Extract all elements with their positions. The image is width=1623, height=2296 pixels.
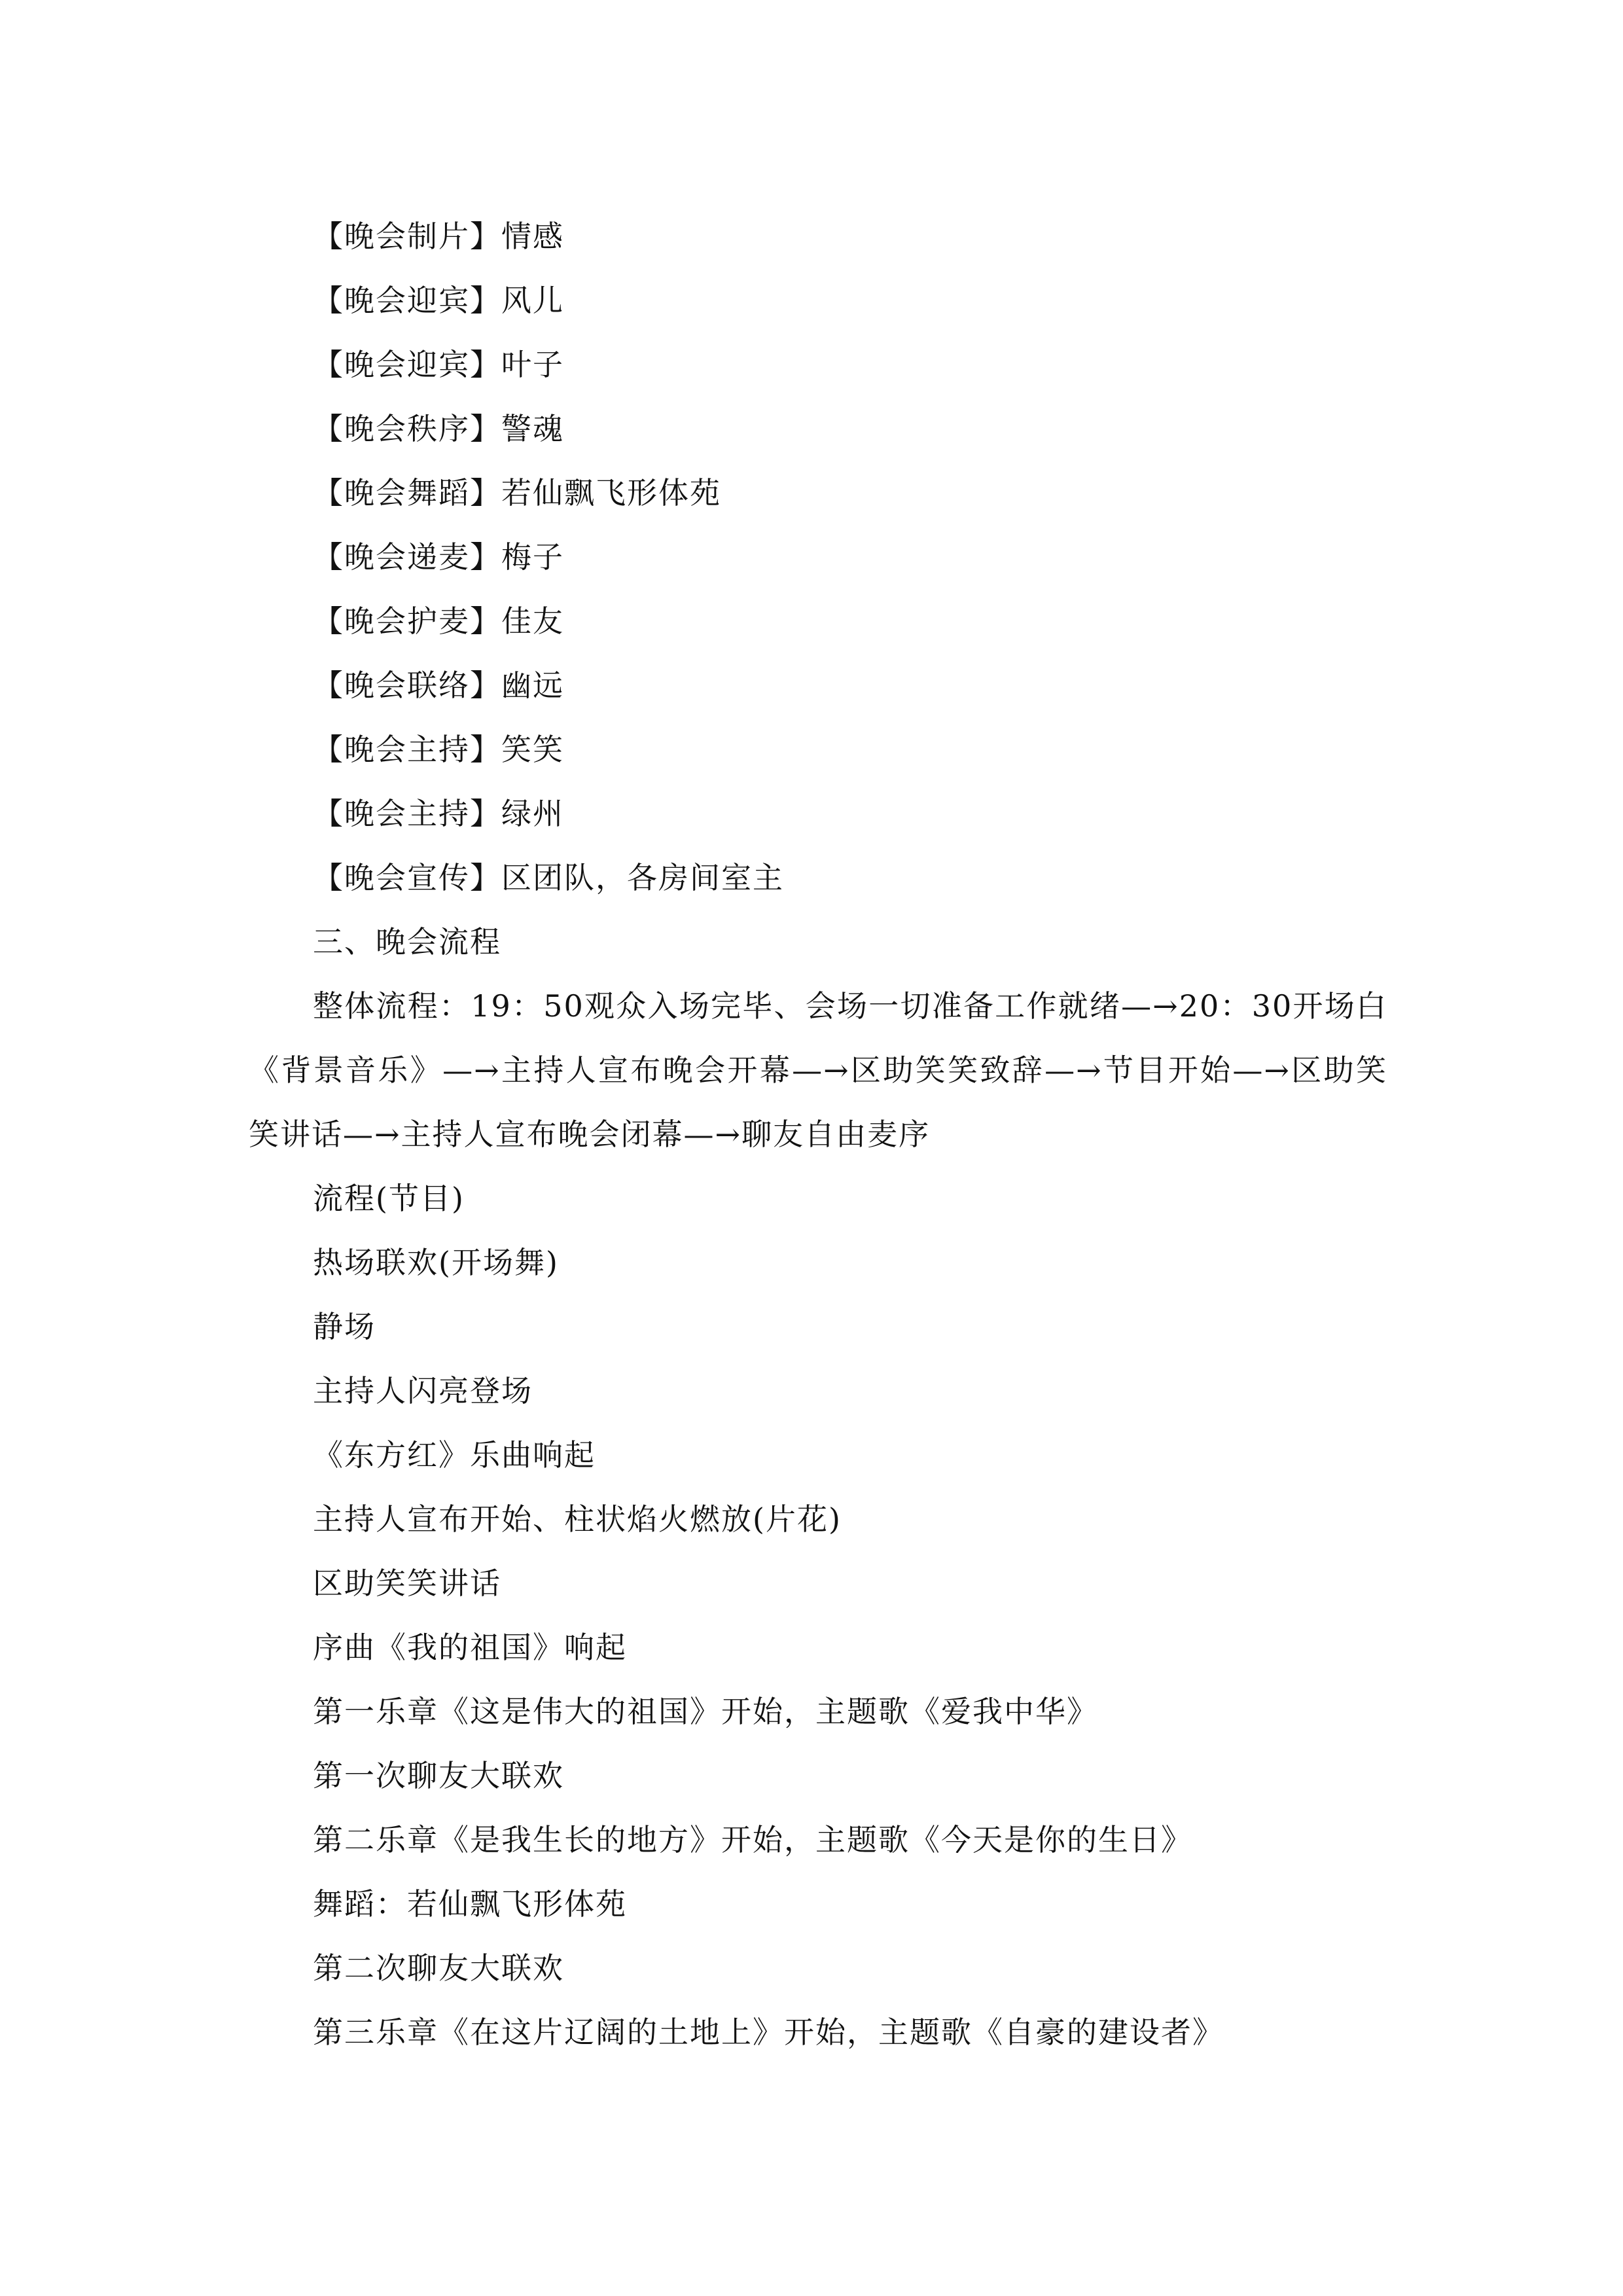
staff-role: 【晚会迎宾】: [313, 347, 501, 382]
staff-name: 区团队，各房间室主: [501, 860, 784, 895]
program-item: 流程(节目): [313, 1181, 465, 1216]
program-item: 序曲《我的祖国》响起: [313, 1630, 627, 1665]
staff-line: [249, 846, 1387, 910]
program-list: [249, 1166, 1387, 2064]
staff-line: [249, 332, 1387, 397]
staff-name: 笑笑: [501, 732, 564, 767]
staff-role: 【晚会联络】: [313, 668, 501, 703]
staff-line: [249, 589, 1387, 653]
program-item: 主持人闪亮登场: [313, 1373, 533, 1408]
staff-line: [249, 268, 1387, 332]
staff-role: 【晚会舞蹈】: [313, 475, 501, 511]
staff-name: 若仙飘飞形体苑: [501, 475, 721, 511]
staff-line: [249, 781, 1387, 846]
staff-role: 【晚会制片】: [313, 219, 501, 254]
staff-line: [249, 461, 1387, 525]
program-item: 第一次聊友大联欢: [313, 1758, 564, 1793]
staff-name: 绿州: [501, 796, 564, 831]
staff-line: [249, 204, 1387, 268]
staff-list: [249, 204, 1387, 910]
staff-role: 【晚会主持】: [313, 732, 501, 767]
program-item: 第三乐章《在这片辽阔的土地上》开始，主题歌《自豪的建设者》: [313, 2015, 1224, 2050]
staff-line: [249, 525, 1387, 589]
program-item: 《东方红》乐曲响起: [313, 1437, 596, 1473]
program-item: 热场联欢(开场舞): [313, 1245, 559, 1280]
staff-role: 【晚会护麦】: [313, 603, 501, 639]
program-item: 第一乐章《这是伟大的祖国》开始，主题歌《爱我中华》: [313, 1694, 1098, 1729]
staff-role: 【晚会迎宾】: [313, 283, 501, 318]
staff-role: 【晚会宣传】: [313, 860, 501, 895]
staff-role: 【晚会递麦】: [313, 539, 501, 575]
staff-line: [249, 717, 1387, 781]
staff-name: 佳友: [501, 603, 564, 639]
staff-name: 幽远: [501, 668, 564, 703]
program-item: 第二次聊友大联欢: [313, 1950, 564, 1986]
staff-line: [249, 397, 1387, 461]
program-item: 区助笑笑讲话: [313, 1566, 501, 1601]
staff-name: 叶子: [501, 347, 564, 382]
section-heading: 三、晚会流程: [313, 924, 501, 960]
overall-flow-paragraph: 整体流程：19：50观众入场完毕、会场一切准备工作就绪—→20：30开场白《背景音乐》—→主持人宣布晚会开幕—→区助笑笑致辞—→节目开始—→区助笑笑讲话—→主持人宣布晚会闭幕—→聊友自由麦序: [249, 988, 1387, 1152]
staff-role: 【晚会主持】: [313, 796, 501, 831]
staff-name: 风儿: [501, 283, 564, 318]
program-item: 第二乐章《是我生长的地方》开始，主题歌《今天是你的生日》: [313, 1822, 1192, 1857]
program-item: 静场: [313, 1309, 376, 1344]
staff-role: 【晚会秩序】: [313, 411, 501, 446]
staff-name: 情感: [501, 219, 564, 254]
staff-name: 梅子: [501, 539, 564, 575]
staff-name: 警魂: [501, 411, 564, 446]
document-body: [249, 204, 1387, 2064]
program-item: 舞蹈：若仙飘飞形体苑: [313, 1886, 627, 1922]
staff-line: [249, 653, 1387, 717]
program-item: 主持人宣布开始、柱状焰火燃放(片花): [313, 1501, 842, 1537]
